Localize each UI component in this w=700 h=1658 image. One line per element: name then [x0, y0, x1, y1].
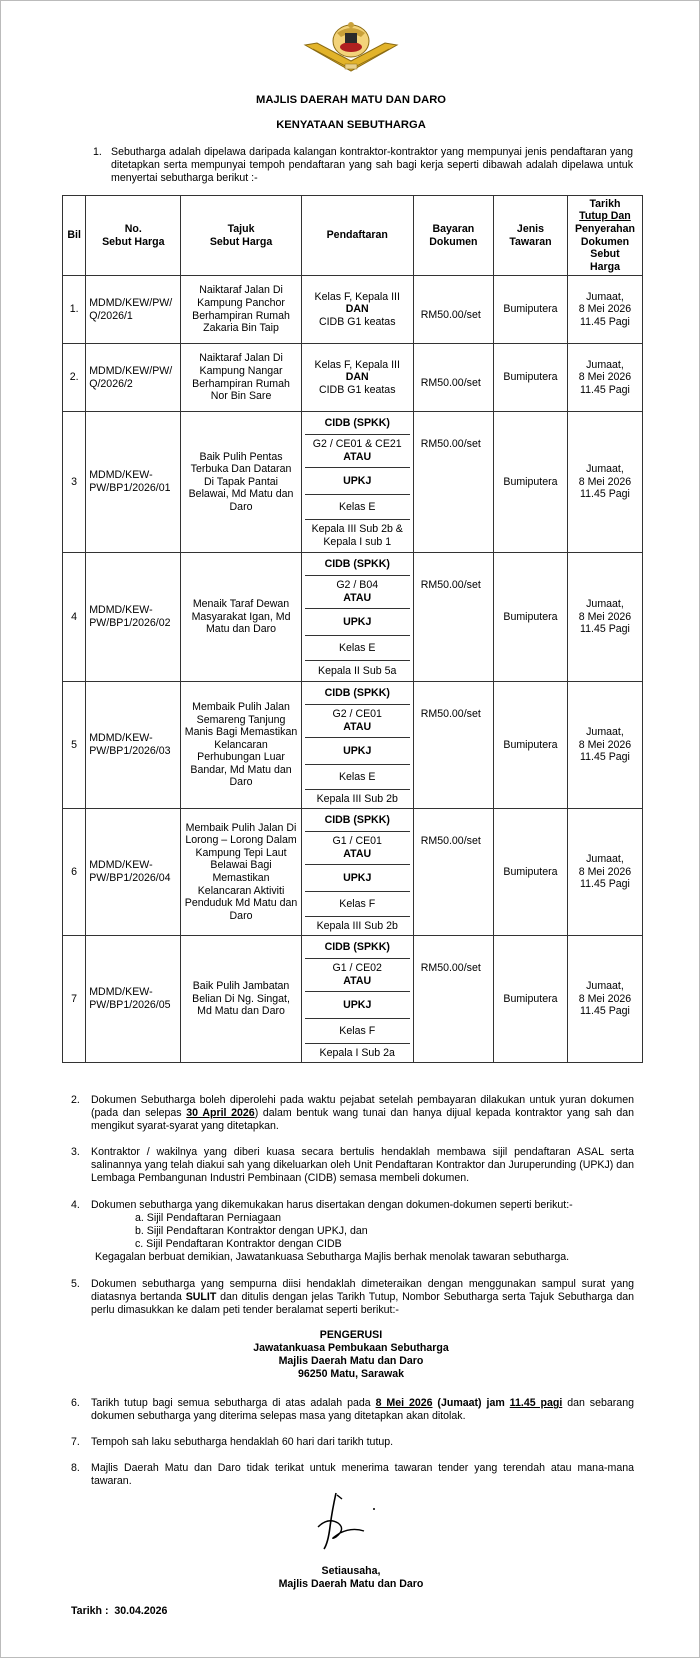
paragraph-7: 7. Tempoh sah laku sebutharga hendaklah 60 hari dari tarikh tutup. — [71, 1436, 394, 1448]
table-row — [63, 682, 643, 809]
row-bayaran: RM50.00/set — [413, 344, 493, 412]
row-bayaran: RM50.00/set — [413, 276, 493, 344]
table-row — [63, 276, 643, 344]
header-pendaftaran: Pendaftaran — [301, 196, 413, 276]
org-title: MAJLIS DAERAH MATU DAN DARO — [256, 94, 446, 106]
row-bayaran: RM50.00/set — [413, 809, 493, 936]
row-tarikh: Jumaat, 8 Mei 2026 11.45 Pagi — [567, 412, 642, 553]
table-row — [63, 936, 643, 1063]
table-row — [63, 809, 643, 936]
required-documents-list — [135, 1212, 634, 1251]
signature-image — [306, 1487, 376, 1557]
signatory-title: Setiausaha, — [321, 1565, 381, 1577]
row-jenis: Bumiputera — [494, 276, 568, 344]
row-no: MDMD/KEW/PW/Q/2026/2 — [86, 344, 181, 412]
row-no: MDMD/KEW-PW/BP1/2026/04 — [86, 809, 181, 936]
row-pendaftaran: CIDB (SPKK) G2 / CE01 & CE21 ATAU UPKJ Kelas E Kepala III Sub 2b & Kepala I sub 1 — [301, 412, 413, 553]
intro-paragraph — [93, 146, 633, 185]
row-jenis: Bumiputera — [494, 344, 568, 412]
row-jenis: Bumiputera — [494, 809, 568, 936]
row-no: MDMD/KEW-PW/BP1/2026/05 — [86, 936, 181, 1063]
row-tajuk: Menaik Taraf Dewan Masyarakat Igan, Md Matu dan Daro — [181, 553, 301, 682]
row-pendaftaran: Kelas F, Kepala III DAN CIDB G1 keatas — [301, 344, 413, 412]
row-bil: 5 — [63, 682, 86, 809]
row-tarikh: Jumaat, 8 Mei 2026 11.45 Pagi — [567, 936, 642, 1063]
row-pendaftaran: CIDB (SPKK) G2 / CE01 ATAU UPKJ Kelas E Kepala III Sub 2b — [301, 682, 413, 809]
document-date: Tarikh : 30.04.2026 — [71, 1605, 168, 1617]
row-bil: 6 — [63, 809, 86, 936]
row-pendaftaran: CIDB (SPKK) G2 / B04 ATAU UPKJ Kelas E Kepala II Sub 5a — [301, 553, 413, 682]
document-sale-date: 30 April 2026 — [186, 1107, 255, 1119]
row-tarikh: Jumaat, 8 Mei 2026 11.45 Pagi — [567, 553, 642, 682]
closing-time: 11.45 pagi — [509, 1397, 563, 1409]
row-tajuk: Membaik Pulih Jalan Semareng Tanjung Manis Bagi Memastikan Kelancaran Perhubungan Luar Bandar, Md Matu dan Daro — [181, 682, 301, 809]
paragraph-6: 6. Tarikh tutup bagi semua sebutharga di atas adalah pada 8 Mei 2026 (Jumaat) jam 11.45 pagi dan sebarang dokumen sebutharga yang diterima selepas masa yang ditetapkan akan ditolak. — [71, 1397, 634, 1422]
row-tarikh: Jumaat, 8 Mei 2026 11.45 Pagi — [567, 682, 642, 809]
paragraph-3: 3. Kontraktor / wakilnya yang diberi kuasa secara bertulis hendaklah membawa sijil pendaftaran ASAL serta salinannya yang telah diakui sah yang dikeluarkan oleh Unit Pendaftaran Kontraktor dan Juruperunding (UPKJ) dan Lembaga Pembangunan Industri Pembinaan (CIDB) semasa membeli dokumen. — [71, 1146, 634, 1184]
row-tajuk: Membaik Pulih Jalan Di Lorong – Lorong Dalam Kampung Tepi Laut Belawai Bagi Memastikan Kelancaran Aktiviti Penduduk Md Matu dan Daro — [181, 809, 301, 936]
row-tarikh: Jumaat, 8 Mei 2026 11.45 Pagi — [567, 276, 642, 344]
signatory-org: Majlis Daerah Matu dan Daro — [278, 1578, 424, 1590]
header-jenis: Jenis Tawaran — [494, 196, 568, 276]
row-tarikh: Jumaat, 8 Mei 2026 11.45 Pagi — [567, 809, 642, 936]
row-no: MDMD/KEW/PW/Q/2026/1 — [86, 276, 181, 344]
row-jenis: Bumiputera — [494, 936, 568, 1063]
header-bayaran: Bayaran Dokumen — [413, 196, 493, 276]
row-pendaftaran: Kelas F, Kepala III DAN CIDB G1 keatas — [301, 276, 413, 344]
list-item: a. Sijil Pendaftaran Perniagaan — [135, 1212, 282, 1224]
page-title: KENYATAAN SEBUTHARGA — [276, 119, 426, 131]
tender-table — [62, 195, 643, 1063]
header-tarikh: Tarikh Tutup Dan Penyerahan Dokumen Sebut Harga — [567, 196, 642, 276]
header-tajuk: Tajuk Sebut Harga — [181, 196, 301, 276]
table-row — [63, 344, 643, 412]
row-bil: 2. — [63, 344, 86, 412]
row-tarikh: Jumaat, 8 Mei 2026 11.45 Pagi — [567, 344, 642, 412]
paragraph-4-note: Kegagalan berbuat demikian, Jawatankuasa Sebutharga Majlis berhak menolak tawaran sebutharga. — [95, 1251, 570, 1263]
row-tajuk: Naiktaraf Jalan Di Kampung Nangar Berhampiran Rumah Nor Bin Sare — [181, 344, 301, 412]
row-no: MDMD/KEW-PW/BP1/2026/03 — [86, 682, 181, 809]
council-emblem-logo — [299, 19, 403, 73]
row-bayaran: RM50.00/set — [413, 936, 493, 1063]
closing-date: 8 Mei 2026 — [375, 1397, 433, 1409]
list-item: c. Sijil Pendaftaran Kontraktor dengan CIDB — [135, 1238, 342, 1250]
intro-number: 1. — [93, 146, 102, 158]
row-bil: 7 — [63, 936, 86, 1063]
row-bil: 3 — [63, 412, 86, 553]
paragraph-4: 4. Dokumen sebutharga yang dikemukakan harus disertakan dengan dokumen-dokumen seperti berikut:- a. Sijil Pendaftaran Perniagaan b. Sijil Pendaftaran Kontraktor dengan UPKJ, dan c. Sijil Pendaftaran Kontraktor dengan CIDB Kegagalan berbuat demikian, Jawatankuasa Sebutharga Majlis berhak menolak tawaran sebutharga. — [71, 1199, 634, 1264]
paragraph-8: 8. Majlis Daerah Matu dan Daro tidak terikat untuk menerima tawaran tender yang terendah atau mana-mana tawaran. — [71, 1462, 634, 1487]
row-bil: 4 — [63, 553, 86, 682]
row-tajuk: Naiktaraf Jalan Di Kampung Panchor Berhampiran Rumah Zakaria Bin Taip — [181, 276, 301, 344]
table-row — [63, 412, 643, 553]
row-jenis: Bumiputera — [494, 412, 568, 553]
intro-text: Sebutharga adalah dipelawa daripada kalangan kontraktor-kontraktor yang mempunyai jenis pendaftaran yang ditetapkan serta mempunyai tempoh pendaftaran yang sah bagi kerja seperti dibawah adalah dipelawa untuk menyertai sebutharga berikut :- — [111, 146, 633, 184]
row-no: MDMD/KEW-PW/BP1/2026/02 — [86, 553, 181, 682]
table-row — [63, 553, 643, 682]
tender-box-address: PENGERUSI Jawatankuasa Pembukaan Sebutharga Majlis Daerah Matu dan Daro 96250 Matu, Sarawak — [253, 1329, 449, 1380]
header-bil: Bil — [63, 196, 86, 276]
row-bayaran: RM50.00/set — [413, 682, 493, 809]
table-header-row — [63, 196, 643, 276]
row-pendaftaran: CIDB (SPKK) G1 / CE02 ATAU UPKJ Kelas F Kepala I Sub 2a — [301, 936, 413, 1063]
row-jenis: Bumiputera — [494, 682, 568, 809]
list-item: b. Sijil Pendaftaran Kontraktor dengan UPKJ, dan — [135, 1225, 368, 1237]
paragraph-2: 2. Dokumen Sebutharga boleh diperolehi pada waktu pejabat setelah pembayaran dilakukan untuk yuran dokumen (pada dan selepas 30 April 2026) dalam bentuk wang tunai dan hanya dijual kepada kontraktor yang sah dan mengikut syarat-syarat yang ditetapkan. — [71, 1094, 634, 1132]
row-tajuk: Baik Pulih Jambatan Belian Di Ng. Singat, Md Matu dan Daro — [181, 936, 301, 1063]
row-bil: 1. — [63, 276, 86, 344]
header-no: No. Sebut Harga — [86, 196, 181, 276]
row-bayaran: RM50.00/set — [413, 553, 493, 682]
row-no: MDMD/KEW-PW/BP1/2026/01 — [86, 412, 181, 553]
row-tajuk: Baik Pulih Pentas Terbuka Dan Dataran Di Tapak Pantai Belawai, Md Matu dan Daro — [181, 412, 301, 553]
signatory-block — [1, 1565, 700, 1591]
row-jenis: Bumiputera — [494, 553, 568, 682]
paragraph-5: 5. Dokumen sebutharga yang sempurna diisi hendaklah dimeteraikan dengan menggunakan sampul surat yang diatasnya bertanda SULIT dan ditulis dengan jelas Tarikh Tutup, Nombor Sebutharga serta Tajuk Sebutharga dan perlu dimasukkan ke dalam peti tender beralamat seperti berikut:- — [71, 1278, 634, 1316]
row-pendaftaran: CIDB (SPKK) G1 / CE01 ATAU UPKJ Kelas F Kepala III Sub 2b — [301, 809, 413, 936]
row-bayaran: RM50.00/set — [413, 412, 493, 553]
